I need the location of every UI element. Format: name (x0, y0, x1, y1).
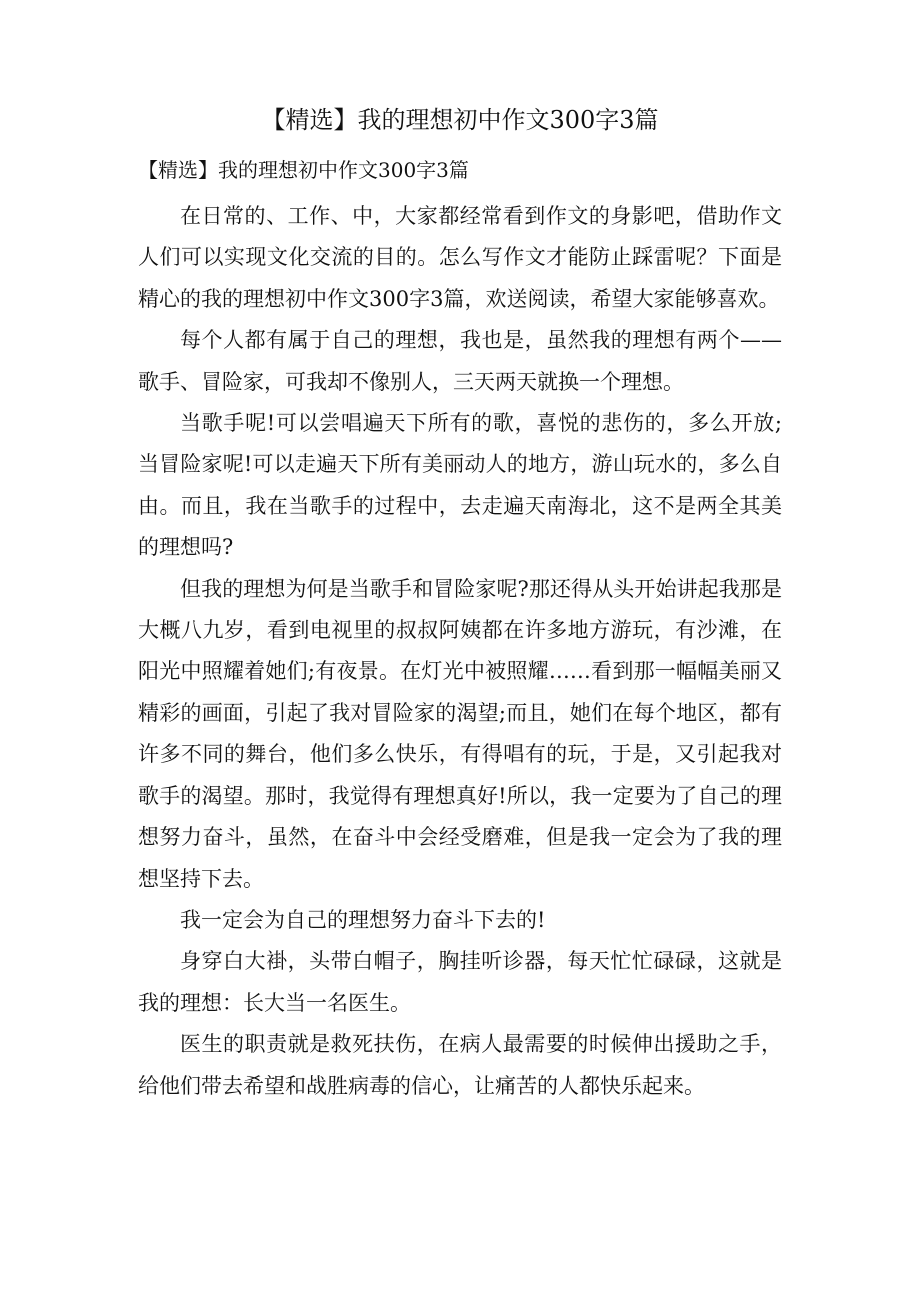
paragraph: 当歌手呢!可以尝唱遍天下所有的歌，喜悦的悲伤的，多么开放;当冒险家呢!可以走遍天下所有美丽动人的地方，游山玩水的，多么自由。而且，我在当歌手的过程中，去走遍天南海北，这不是两全其美的理想吗? (138, 411, 782, 560)
paragraph: 我一定会为自己的理想努力奋斗下去的! (180, 907, 546, 932)
paragraph: 身穿白大褂，头带白帽子，胸挂听诊器，每天忙忙碌碌，这就是我的理想：长大当一名医生。 (138, 949, 782, 1015)
document-subtitle: 【精选】我的理想初中作文300字3篇 (138, 158, 469, 182)
document-body (138, 196, 782, 1107)
paragraph: 医生的职责就是救死扶伤，在病人最需要的时候伸出援助之手，给他们带去希望和战胜病毒的信心，让痛苦的人都快乐起来。 (138, 1032, 782, 1098)
paragraph: 每个人都有属于自己的理想，我也是，虽然我的理想有两个——歌手、冒险家，可我却不像别人，三天两天就换一个理想。 (138, 328, 782, 394)
paragraph: 在日常的、工作、中，大家都经常看到作文的身影吧，借助作文人们可以实现文化交流的目的。怎么写作文才能防止踩雷呢？下面是精心的我的理想初中作文300字3篇，欢送阅读，希望大家能够喜欢。 (138, 204, 782, 311)
paragraph: 但我的理想为何是当歌手和冒险家呢?那还得从头开始讲起我那是大概八九岁，看到电视里的叔叔阿姨都在许多地方游玩，有沙滩，在阳光中照耀着她们;有夜景。在灯光中被照耀……看到那一幅幅美丽又精彩的画面，引起了我对冒险家的渴望;而且，她们在每个地区，都有许多不同的舞台，他们多么快乐，有得唱有的玩，于是，又引起我对歌手的渴望。那时，我觉得有理想真好!所以，我一定要为了自己的理想努力奋斗，虽然，在奋斗中会经受磨难，但是我一定会为了我的理想坚持下去。 (138, 576, 782, 891)
document-title: 【精选】我的理想初中作文300字3篇 (261, 106, 659, 134)
